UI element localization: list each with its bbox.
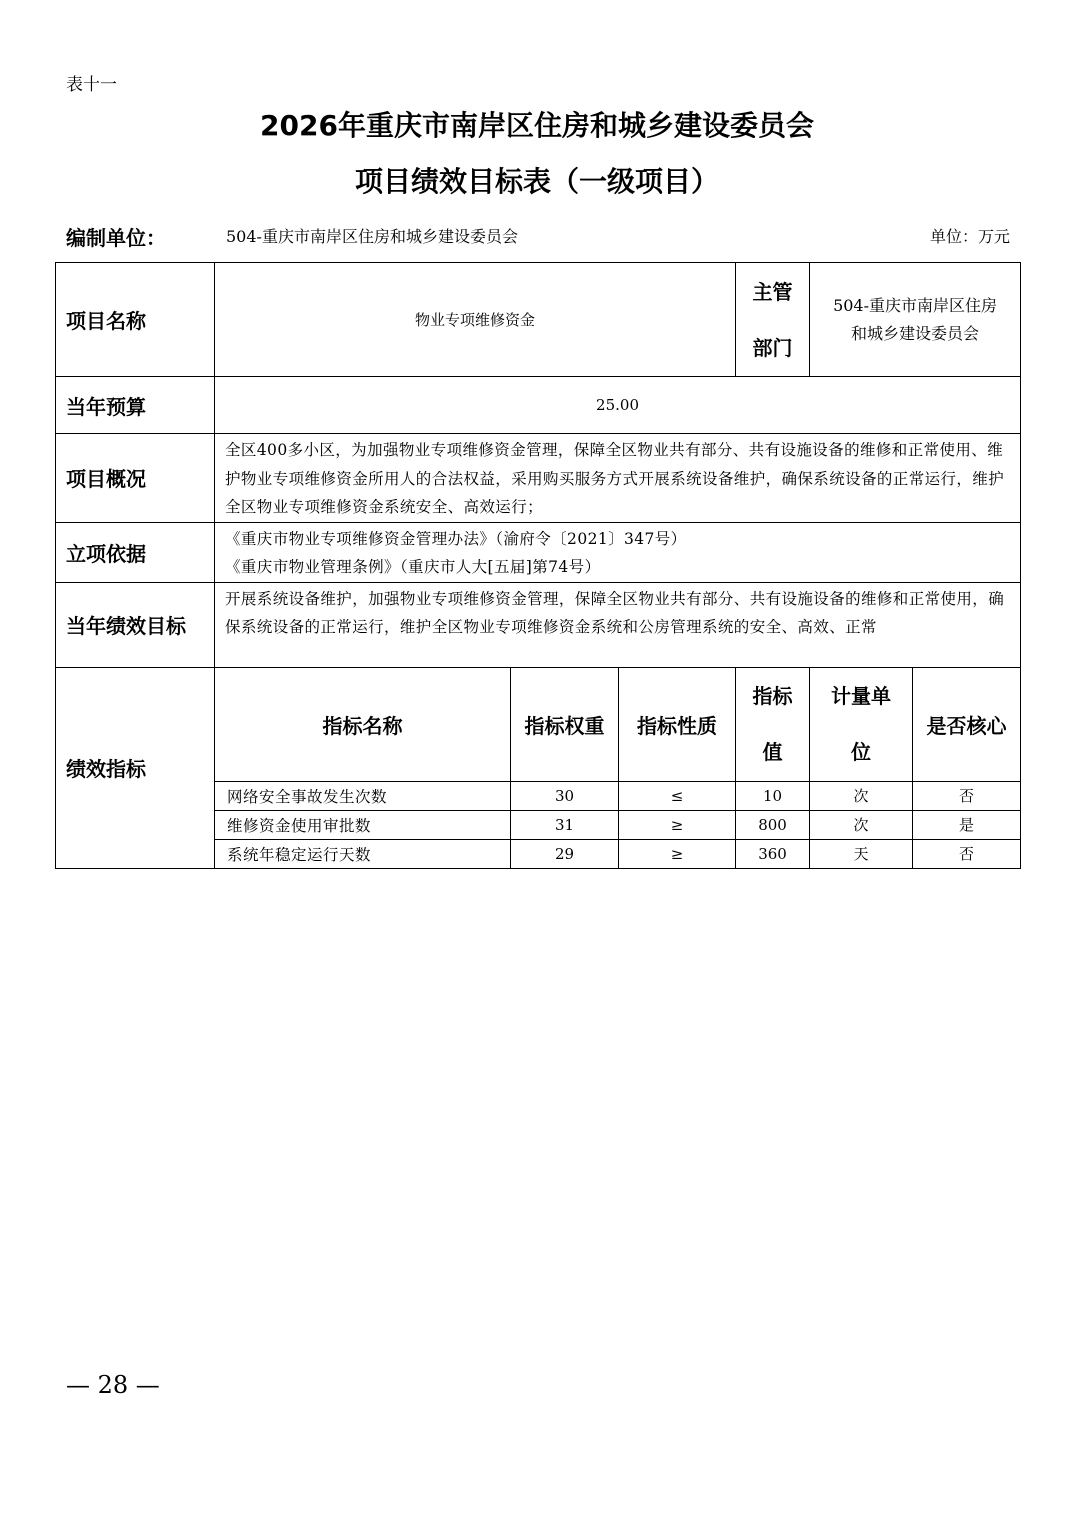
goal-value: 开展系统设备维护，加强物业专项维修资金管理，保障全区物业共有部分、共有设施设备的维修和正常使用，确保系统设备的正常运行，维护全区物业专项维修资金系统和公房管理系统的安全、高效、正常	[215, 582, 1021, 667]
table-label: 表十一	[66, 75, 117, 95]
compiler-row	[66, 222, 1010, 248]
indicator-nature: ≥	[619, 839, 736, 868]
dept-label	[736, 263, 810, 377]
indicator-nature: ≤	[619, 781, 736, 810]
indicator-core: 否	[913, 839, 1021, 868]
indicator-nature: ≥	[619, 810, 736, 839]
dept-value	[810, 263, 1021, 377]
header-value-line1: 指标	[752, 684, 793, 708]
overview-row	[56, 434, 1021, 523]
page-title: 2026年重庆市南岸区住房和城乡建设委员会	[260, 109, 814, 142]
dept-value-line1: 504-重庆市南岸区住房	[833, 295, 998, 315]
header-value-line2: 值	[762, 740, 783, 764]
budget-value: 25.00	[215, 377, 1021, 434]
performance-table	[55, 262, 1021, 869]
indicator-weight: 31	[511, 810, 619, 839]
indicator-unit: 次	[810, 810, 913, 839]
project-name-row	[56, 263, 1021, 377]
indicator-unit: 次	[810, 781, 913, 810]
basis-line2: 《重庆市物业管理条例》（重庆市人大[五届]第74号）	[225, 558, 601, 576]
header-unit-line1: 计量单	[831, 684, 892, 708]
overview-label: 项目概况	[56, 434, 215, 523]
indicator-value: 800	[736, 810, 810, 839]
indicator-header-row	[56, 667, 1021, 781]
dept-label-line2: 部门	[752, 335, 793, 360]
dept-label-line1: 主管	[752, 279, 793, 304]
indicator-value: 360	[736, 839, 810, 868]
indicator-unit: 天	[810, 839, 913, 868]
goal-label: 当年绩效目标	[56, 582, 215, 667]
header-unit-line2: 位	[851, 740, 872, 764]
header-value	[736, 667, 810, 781]
basis-row	[56, 522, 1021, 582]
indicator-value: 10	[736, 781, 810, 810]
overview-value: 全区400多小区，为加强物业专项维修资金管理，保障全区物业共有部分、共有设施设备的维修和正常使用、维护物业专项维修资金所用人的合法权益，采用购买服务方式开展系统设备维护，确保系统设备的正常运行，维护全区物业专项维修资金系统安全、高效运行；	[215, 434, 1021, 523]
header-core: 是否核心	[913, 667, 1021, 781]
goal-row	[56, 582, 1021, 667]
page-number: — 28 —	[66, 1371, 160, 1399]
basis-line1: 《重庆市物业专项维修资金管理办法》（渝府令〔2021〕347号）	[225, 529, 687, 548]
indicator-name: 系统年稳定运行天数	[215, 839, 511, 868]
indicator-core: 否	[913, 781, 1021, 810]
header-unit	[810, 667, 913, 781]
basis-label: 立项依据	[56, 522, 215, 582]
basis-value	[215, 522, 1021, 582]
indicator-core: 是	[913, 810, 1021, 839]
indicator-name: 网络安全事故发生次数	[215, 781, 511, 810]
indicator-weight: 29	[511, 839, 619, 868]
indicator-name: 维修资金使用审批数	[215, 810, 511, 839]
compiler-value: 504-重庆市南岸区住房和城乡建设委员会	[226, 227, 518, 246]
indicators-label: 绩效指标	[56, 667, 215, 868]
compiler-label: 编制单位：	[66, 226, 166, 250]
currency-unit: 单位：万元	[929, 227, 1010, 246]
page-subtitle: 项目绩效目标表（一级项目）	[354, 165, 719, 198]
header-nature: 指标性质	[619, 667, 736, 781]
budget-row	[56, 377, 1021, 434]
project-name-value: 物业专项维修资金	[215, 263, 736, 377]
indicator-weight: 30	[511, 781, 619, 810]
header-weight: 指标权重	[511, 667, 619, 781]
project-name-label: 项目名称	[56, 263, 215, 377]
budget-label: 当年预算	[56, 377, 215, 434]
header-name: 指标名称	[215, 667, 511, 781]
dept-value-line2: 和城乡建设委员会	[851, 323, 980, 343]
